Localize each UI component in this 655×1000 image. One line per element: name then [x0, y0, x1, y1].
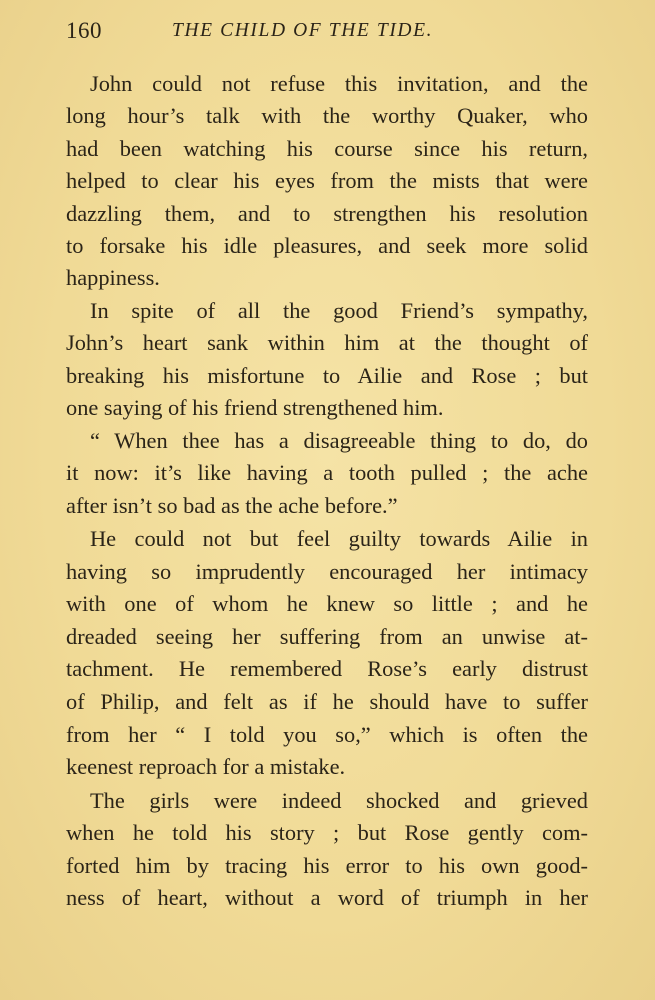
text-line: one saying of his friend strengthened him. [66, 395, 444, 420]
text-line: with one of whom he knew so little ; and he [66, 591, 588, 616]
text-line: He could not but feel guilty towards Ailie in [90, 526, 588, 551]
running-head [66, 16, 588, 50]
text-line: “ When thee has a disagreeable thing to do, do [90, 428, 588, 453]
text-line: ness of heart, without a word of triumph in her [66, 885, 588, 910]
text-line: long hour’s talk with the worthy Quaker, who [66, 103, 588, 128]
text-line: The girls were indeed shocked and grieved [90, 788, 588, 813]
text-line: after isn’t so bad as the ache before.” [66, 493, 398, 518]
text-line: forted him by tracing his error to his own good- [66, 853, 588, 878]
text-line: keenest reproach for a mistake. [66, 754, 346, 779]
text-line: dazzling them, and to strengthen his resolution [66, 201, 588, 226]
text-line: of Philip, and felt as if he should have to suffer [66, 689, 588, 714]
text-line: had been watching his course since his return, [66, 136, 588, 161]
running-title: THE CHILD OF THE TIDE. [172, 20, 434, 41]
text-line: John’s heart sank within him at the thought of [66, 330, 588, 355]
text-line: it now: it’s like having a tooth pulled ; the ache [66, 460, 588, 485]
text-line: John could not refuse this invitation, and the [90, 71, 588, 96]
text-line: helped to clear his eyes from the mists that were [66, 168, 588, 193]
text-line: happiness. [66, 265, 160, 290]
text-line: from her “ I told you so,” which is often the [66, 722, 588, 747]
page-number: 160 [66, 18, 102, 43]
text-line: breaking his misfortune to Ailie and Rose ; but [66, 363, 588, 388]
text-line: tachment. He remembered Rose’s early distrust [66, 656, 588, 681]
text-line: having so imprudently encouraged her intimacy [66, 559, 588, 584]
text-line: In spite of all the good Friend’s sympathy, [90, 298, 588, 323]
text-line: when he told his story ; but Rose gently com- [66, 820, 588, 845]
text-line: dreaded seeing her suffering from an unwise at- [66, 624, 588, 649]
text-line: to forsake his idle pleasures, and seek more solid [66, 233, 588, 258]
